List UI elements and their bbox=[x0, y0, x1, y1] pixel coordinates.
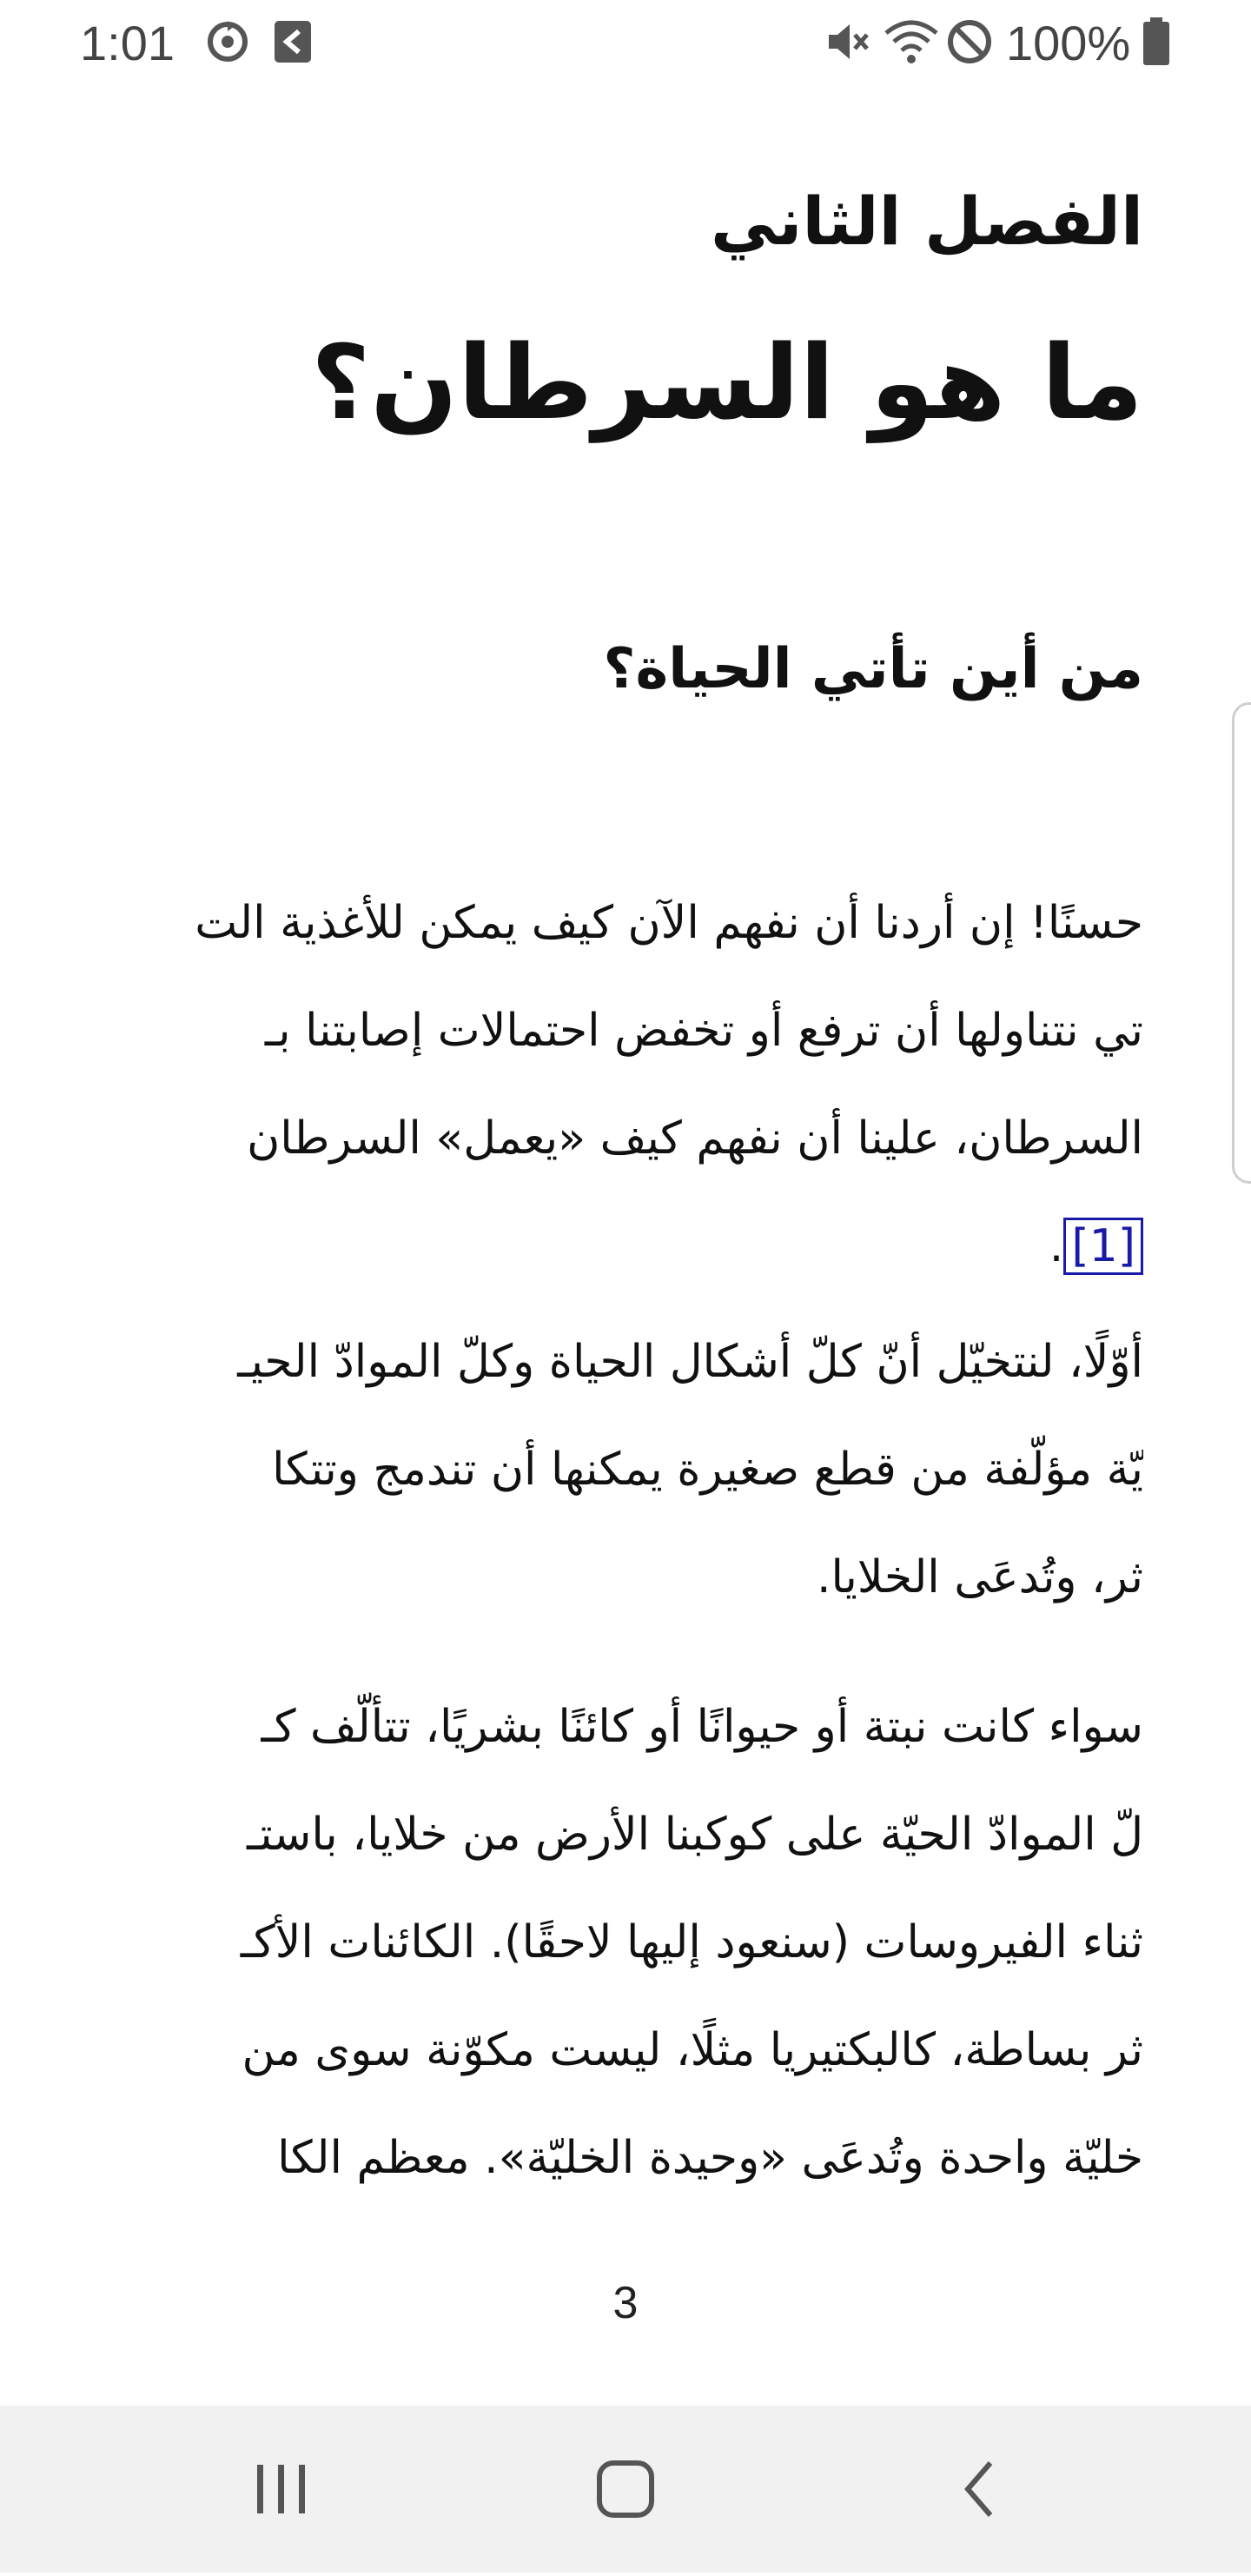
paragraph-line: ثر بساطة، كالبكتيريا مثلًا، ليست مكوّنة سوى من bbox=[242, 2024, 1143, 2076]
paragraph-line: حسنًا! إن أردنا أن نفهم الآن كيف يمكن للأغذية الت bbox=[195, 897, 1143, 949]
reader-page[interactable] bbox=[103, 113, 1143, 2260]
paragraph-line: لّ الموادّ الحيّة على كوكبنا الأرض من خلايا، باستـ bbox=[246, 1809, 1143, 1861]
navigation-bar bbox=[0, 2406, 1251, 2573]
page-number: 3 bbox=[612, 2278, 639, 2328]
paragraph-line: سواء كانت نبتة أو حيوانًا أو كائنًا بشريًا، تتألّف كـ bbox=[261, 1701, 1143, 1753]
battery-icon bbox=[1142, 17, 1171, 70]
paragraph-line: يّة مؤلّفة من قطع صغيرة يمكنها أن تندمج وتتكا bbox=[272, 1444, 1143, 1496]
status-bar bbox=[0, 0, 1251, 87]
paragraph-line: خليّة واحدة وتُدعَى «وحيدة الخليّة». معظم الكا bbox=[277, 2132, 1143, 2184]
status-time: 1:01 bbox=[80, 16, 175, 70]
paragraph-line: ثناء الفيروسات (سنعود إليها لاحقًا). الكائنات الأكـ bbox=[240, 1916, 1143, 1969]
wifi-icon bbox=[883, 17, 940, 70]
battery-percent: 100% bbox=[1006, 16, 1131, 70]
home-icon bbox=[539, 2406, 712, 2573]
paragraph-line-last bbox=[103, 1192, 1143, 1300]
chapter-label: الفصل الثاني bbox=[710, 183, 1143, 260]
app-notification-icon bbox=[273, 17, 313, 70]
paragraph-line: أوّلًا، لنتخيّل أنّ كلّ أشكال الحياة وكلّ الموادّ الحيـ bbox=[237, 1336, 1143, 1388]
scroll-handle[interactable] bbox=[1232, 702, 1251, 1184]
paragraph-1 bbox=[103, 869, 1143, 1300]
recent-apps-button[interactable] bbox=[195, 2406, 368, 2573]
paragraph-line: ثر، وتُدعَى الخلايا. bbox=[817, 1551, 1143, 1603]
back-button[interactable] bbox=[891, 2406, 1065, 2573]
paragraph-3 bbox=[103, 1673, 1143, 2212]
home-button[interactable] bbox=[539, 2406, 712, 2573]
recent-apps-icon bbox=[195, 2406, 368, 2573]
paragraph-end: . bbox=[1049, 1220, 1064, 1272]
paragraph-line: تي نتناولها أن ترفع أو تخفض احتمالات إصابتنا بـ bbox=[264, 1005, 1143, 1057]
section-heading: من أين تأتي الحياة؟ bbox=[603, 637, 1143, 701]
chapter-title: ما هو السرطان؟ bbox=[310, 322, 1143, 442]
sync-icon bbox=[203, 17, 252, 70]
do-not-disturb-icon bbox=[945, 17, 994, 70]
paragraph-2 bbox=[103, 1308, 1143, 1631]
paragraph-line: السرطان، علينا أن نفهم كيف «يعمل» السرطان bbox=[247, 1112, 1143, 1165]
back-chevron-icon bbox=[891, 2406, 1065, 2573]
mute-icon bbox=[824, 17, 872, 70]
footnote-link[interactable]: [1] bbox=[1063, 1218, 1143, 1275]
